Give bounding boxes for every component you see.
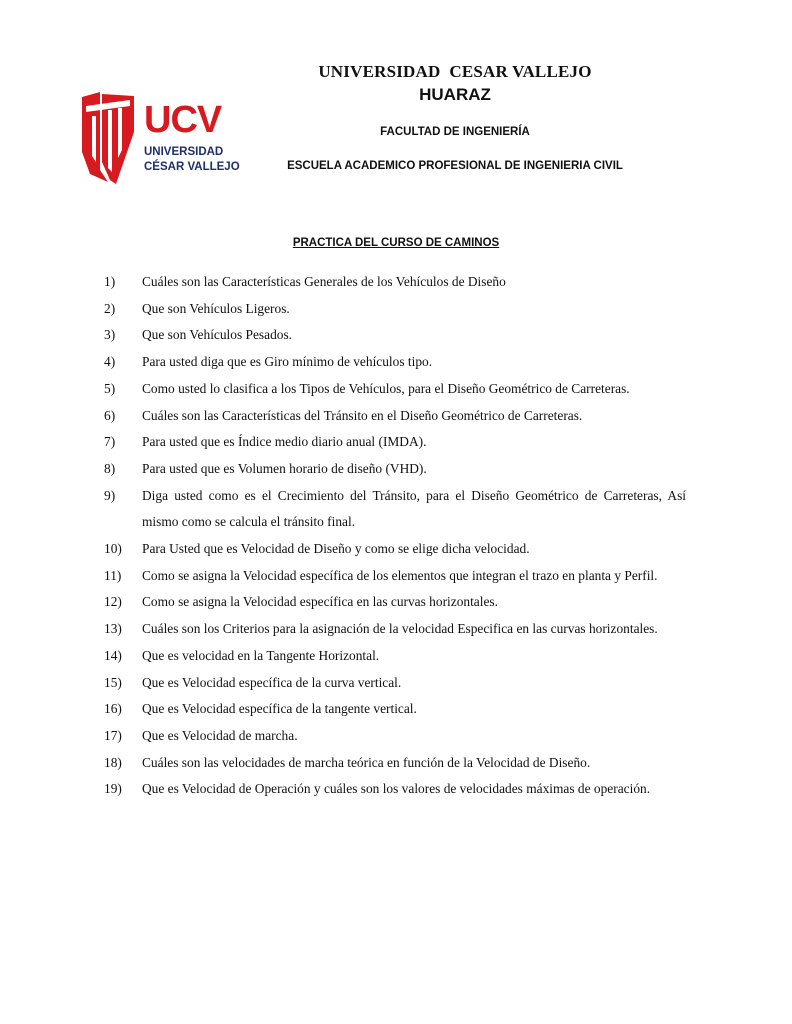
question-item — [104, 536, 686, 563]
practice-title: PRACTICA DEL CURSO DE CAMINOS — [292, 237, 500, 249]
question-item — [104, 589, 686, 616]
question-text: Como usted lo clasifica a los Tipos de Vehículos, para el Diseño Geométrico de Carreteras. — [142, 380, 630, 396]
question-text: Para usted diga que es Giro mínimo de vehículos tipo. — [142, 354, 433, 370]
logo-line-1: UNIVERSIDAD — [144, 146, 224, 158]
question-text: Que es Velocidad de marcha. — [142, 727, 298, 743]
question-number: 7) — [104, 434, 116, 450]
question-number: 9) — [104, 487, 116, 503]
question-item — [104, 563, 686, 590]
question-text: Que son Vehículos Pesados. — [142, 327, 293, 343]
question-text: Que es velocidad en la Tangente Horizontal. — [142, 647, 380, 663]
question-text: Para usted que es Índice medio diario anual (IMDA). — [142, 434, 427, 450]
question-item — [104, 776, 686, 803]
school-name: ESCUELA ACADEMICO PROFESIONAL DE INGENIERIA CIVIL — [287, 160, 623, 172]
question-item — [104, 429, 686, 456]
logo-line-2: CÉSAR VALLEJO — [144, 161, 240, 173]
question-item — [104, 696, 686, 723]
question-text: Cuáles son las Características Generales de los Vehículos de Diseño — [142, 274, 506, 289]
question-text: Cuáles son las velocidades de marcha teórica en función de la Velocidad de Diseño. — [142, 754, 591, 770]
question-text: Para Usted que es Velocidad de Diseño y como se elige dicha velocidad. — [142, 541, 530, 557]
question-number: 4) — [104, 354, 116, 370]
question-text: Cuáles son los Criterios para la asignación de la velocidad Especifica en las curvas horizontales. — [142, 621, 658, 637]
question-number: 13) — [104, 621, 122, 637]
question-text: Como se asigna la Velocidad específica en las curvas horizontales. — [142, 594, 498, 610]
question-number: 5) — [104, 380, 116, 396]
question-text: Para usted que es Volumen horario de diseño (VHD). — [142, 460, 427, 476]
question-item — [104, 376, 686, 403]
question-number: 19) — [104, 781, 122, 797]
question-text: Diga usted como es el Crecimiento del Tránsito, para el Diseño Geométrico de Carreteras, Así mismo como se calcula el tránsito final. — [142, 487, 686, 530]
question-number: 6) — [104, 407, 116, 423]
question-item — [104, 723, 686, 750]
question-text: Que es Velocidad de Operación y cuáles son los valores de velocidades máximas de operación. — [142, 781, 651, 797]
question-number: 14) — [104, 647, 122, 663]
question-item — [104, 670, 686, 697]
question-item — [104, 456, 686, 483]
question-item — [104, 483, 686, 536]
question-number: 8) — [104, 460, 116, 476]
question-item — [104, 349, 686, 376]
question-item — [104, 616, 686, 643]
question-item — [104, 296, 686, 323]
faculty-name: FACULTAD DE INGENIERÍA — [380, 126, 530, 138]
question-list — [104, 269, 686, 803]
question-number: 11) — [104, 567, 122, 583]
question-text: Cuáles son las Características del Tránsito en el Diseño Geométrico de Carreteras. — [142, 407, 583, 423]
question-number: 1) — [104, 274, 116, 289]
university-name: UNIVERSIDAD CESAR VALLEJO — [318, 62, 592, 81]
question-item — [104, 269, 686, 296]
question-number: 12) — [104, 594, 122, 610]
question-text: Que es Velocidad específica de la tangente vertical. — [142, 701, 417, 717]
question-text: Que es Velocidad específica de la curva vertical. — [142, 674, 402, 690]
question-text: Como se asigna la Velocidad específica de los elementos que integran el trazo en planta y Perfil. — [142, 567, 658, 583]
question-number: 2) — [104, 300, 116, 316]
question-text: Que son Vehículos Ligeros. — [142, 300, 290, 316]
question-item — [104, 643, 686, 670]
logo-acronym: UCV — [144, 99, 222, 141]
question-number: 16) — [104, 701, 122, 717]
question-item — [104, 322, 686, 349]
question-number: 3) — [104, 327, 116, 343]
question-number: 15) — [104, 674, 122, 690]
question-item — [104, 750, 686, 777]
question-number: 17) — [104, 727, 122, 743]
question-number: 18) — [104, 754, 122, 770]
city-name: HUARAZ — [419, 85, 491, 104]
question-number: 10) — [104, 541, 122, 557]
question-item — [104, 403, 686, 430]
